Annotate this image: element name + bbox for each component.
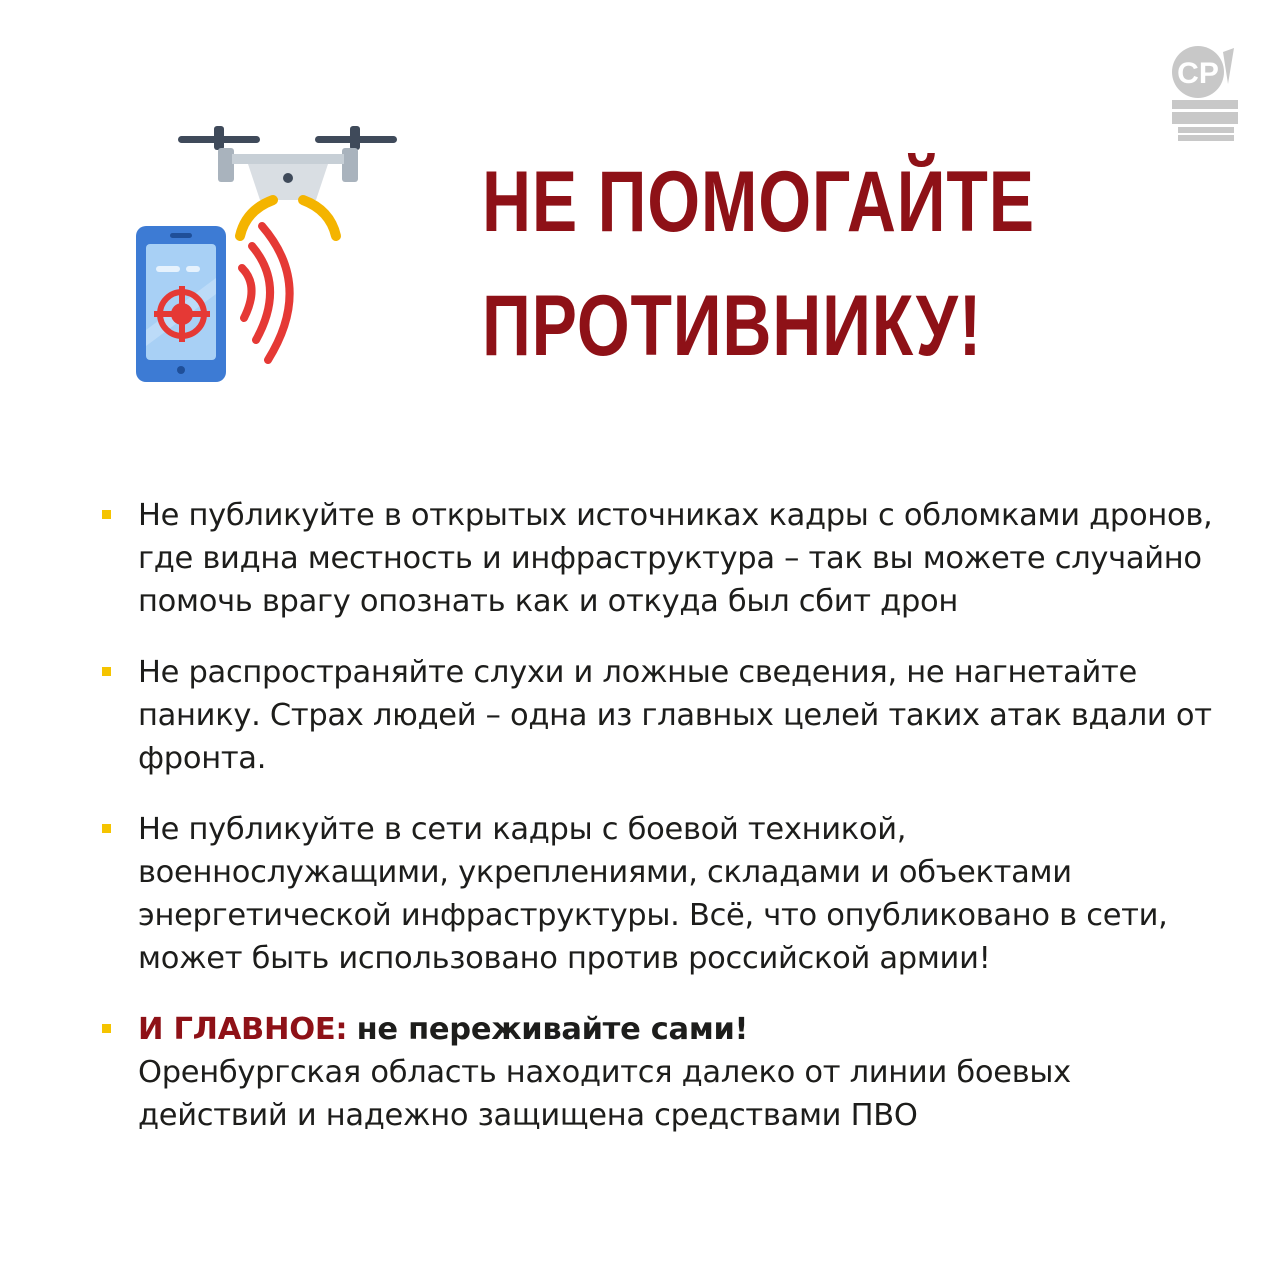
list-item-text: Не публикуйте в сети кадры с боевой техникой, военнослужащими, укреплениями, складами и объектами энергетической инфраструктуры. Всё, что опубликовано в сети, может быть использовано против российской армии! (138, 812, 1168, 976)
list-item (96, 651, 1216, 780)
final-label: И ГЛАВНОЕ: (138, 1012, 348, 1047)
bullet-marker-icon (102, 824, 111, 833)
list-item-text: Не распространяйте слухи и ложные сведения, не нагнетайте панику. Страх людей – одна из главных целей таких атак вдали от фронта. (138, 655, 1212, 776)
bullet-marker-icon (102, 1024, 111, 1033)
final-item-text (138, 1008, 1216, 1137)
party-logo (1168, 42, 1242, 146)
bullet-marker-icon (102, 667, 111, 676)
list-item-final (96, 1008, 1216, 1137)
page-title (482, 140, 1035, 388)
drone-targeting-phone-icon (128, 118, 408, 390)
list-item (96, 494, 1216, 623)
final-text: Оренбургская область находится далеко от линии боевых действий и надежно защищена средствами ПВО (138, 1055, 1071, 1133)
svg-text:СР: СР (1177, 57, 1219, 90)
advice-list (96, 494, 1216, 1165)
list-item (96, 808, 1216, 980)
bullet-marker-icon (102, 510, 111, 519)
final-emphasis: не переживайте сами! (356, 1012, 749, 1047)
list-item-text: Не публикуйте в открытых источниках кадры с обломками дронов, где видна местность и инфраструктура – так вы можете случайно помочь врагу опознать как и откуда был сбит дрон (138, 498, 1213, 619)
headline-line-1: НЕ ПОМОГАЙТЕ (482, 154, 1035, 250)
headline-line-2: ПРОТИВНИКУ! (482, 278, 983, 374)
